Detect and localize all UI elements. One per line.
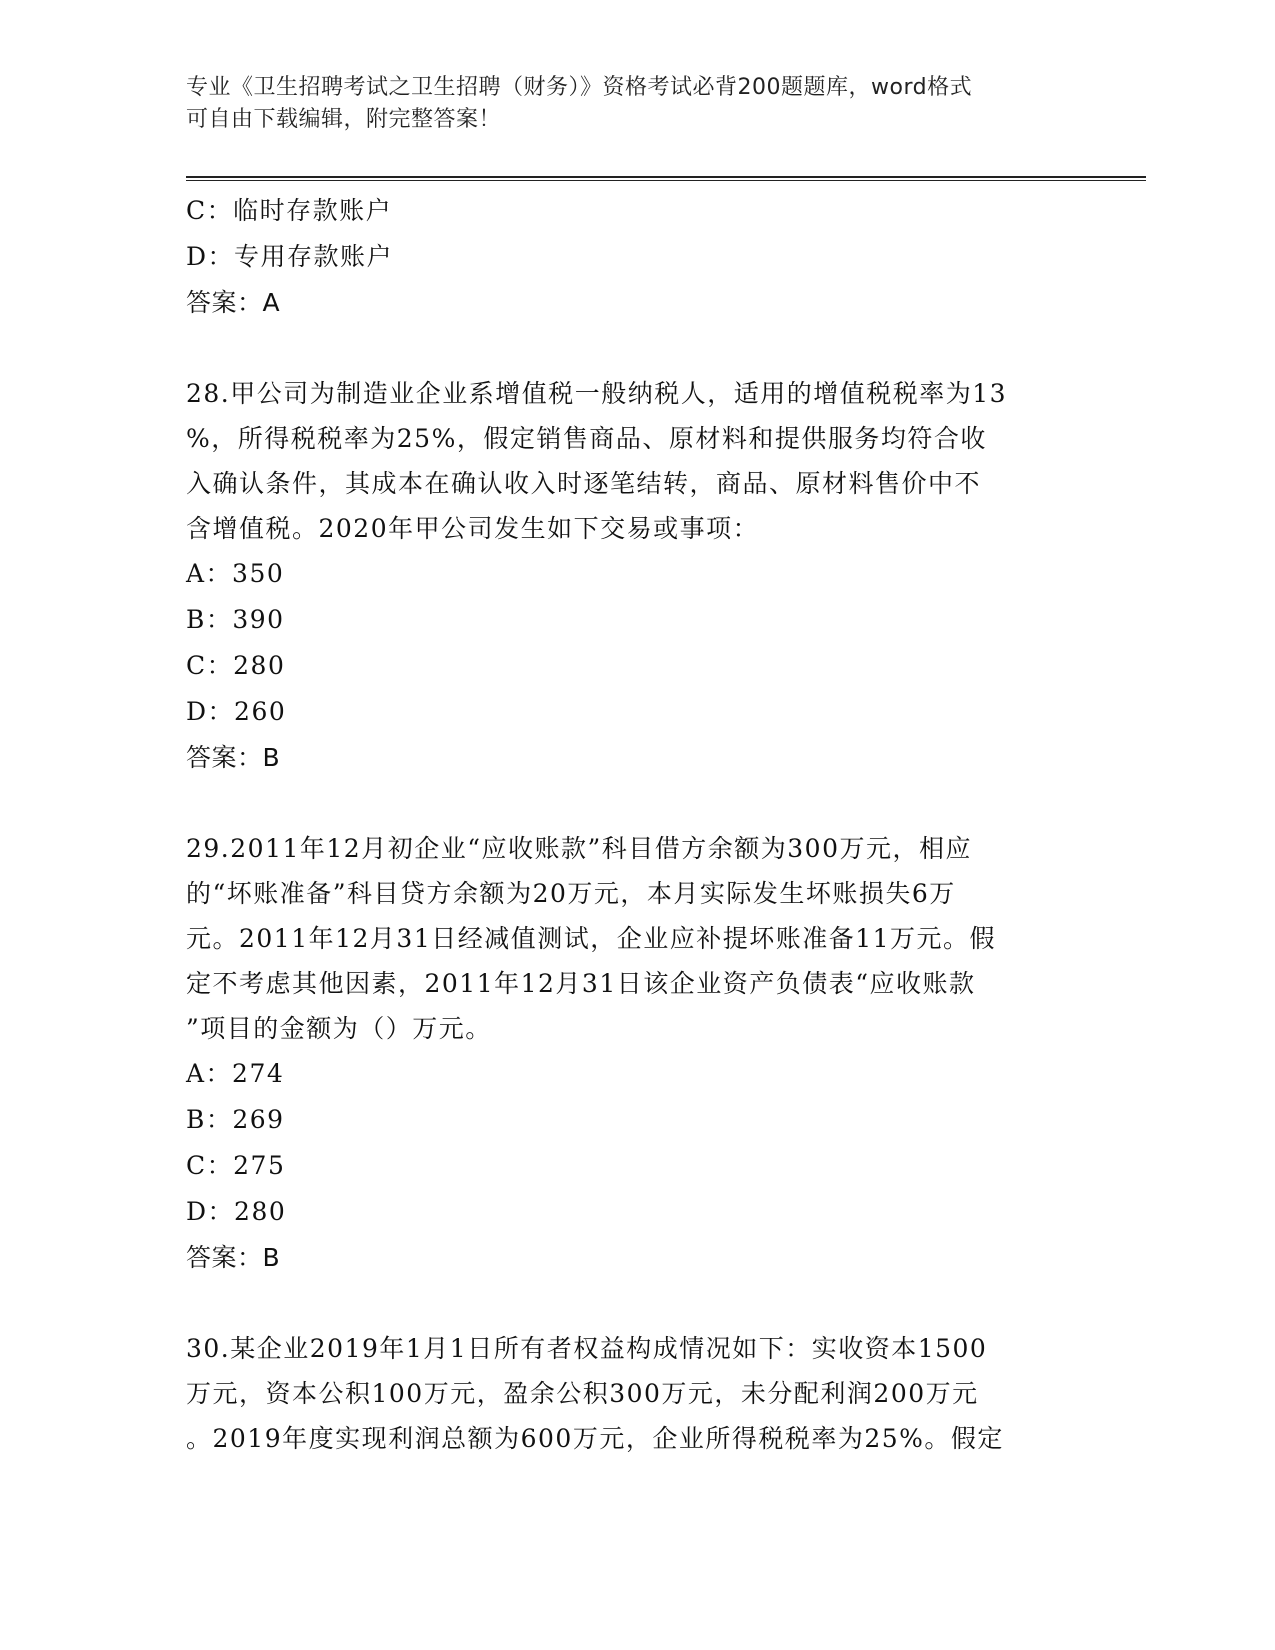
option-c: C：280 (186, 651, 286, 680)
option-d: D：260 (186, 697, 287, 726)
previous-question-tail (186, 188, 1086, 326)
question-stem-line: 定不考虑其他因素，2011年12月31日该企业资产负债表“应收账款 (186, 969, 976, 998)
answer-line: 答案：B (186, 743, 281, 772)
question-stem-line: 元。2011年12月31日经减值测试，企业应补提坏账准备11万元。假 (186, 924, 997, 953)
option-d: D：280 (186, 1197, 287, 1226)
question-stem-line: 含增值税。2020年甲公司发生如下交易或事项： (186, 514, 760, 543)
question-stem-line: 。2019年度实现利润总额为600万元，企业所得税税率为25%。假定 (186, 1424, 1004, 1453)
question-stem-line: 28.甲公司为制造业企业系增值税一般纳税人，适用的增值税税率为13 (186, 379, 1008, 408)
option-a: A：274 (186, 1059, 285, 1088)
question-content (186, 188, 1086, 1461)
question-28 (186, 371, 1086, 781)
option-b: B：269 (186, 1105, 285, 1134)
question-stem-line: ”项目的金额为（）万元。 (186, 1014, 492, 1043)
question-stem-line: 入确认条件，其成本在确认收入时逐笔结转，商品、原材料售价中不 (186, 469, 982, 498)
header-title-line-1: 专业《卫生招聘考试之卫生招聘（财务）》资格考试必背200题题库，word格式 (186, 75, 973, 100)
option-b: B：390 (186, 605, 285, 634)
document-header (186, 72, 1066, 136)
question-stem-line: 万元，资本公积100万元，盈余公积300万元，未分配利润200万元 (186, 1379, 979, 1408)
question-stem-line: 30.某企业2019年1月1日所有者权益构成情况如下：实收资本1500 (186, 1334, 988, 1363)
option-c: C：临时存款账户 (186, 196, 393, 225)
question-29 (186, 826, 1086, 1281)
answer-line: 答案：A (186, 288, 281, 317)
header-title-line-2: 可自由下载编辑，附完整答案！ (186, 107, 502, 132)
option-c: C：275 (186, 1151, 286, 1180)
header-divider (186, 176, 1146, 181)
option-d: D：专用存款账户 (186, 242, 394, 271)
question-30 (186, 1326, 1086, 1461)
option-a: A：350 (186, 559, 285, 588)
question-stem-line: 的“坏账准备”科目贷方余额为20万元，本月实际发生坏账损失6万 (186, 879, 956, 908)
answer-line: 答案：B (186, 1243, 281, 1272)
question-stem-line: 29.2011年12月初企业“应收账款”科目借方余额为300万元，相应 (186, 834, 972, 863)
question-stem-line: %，所得税税率为25%，假定销售商品、原材料和提供服务均符合收 (186, 424, 987, 453)
